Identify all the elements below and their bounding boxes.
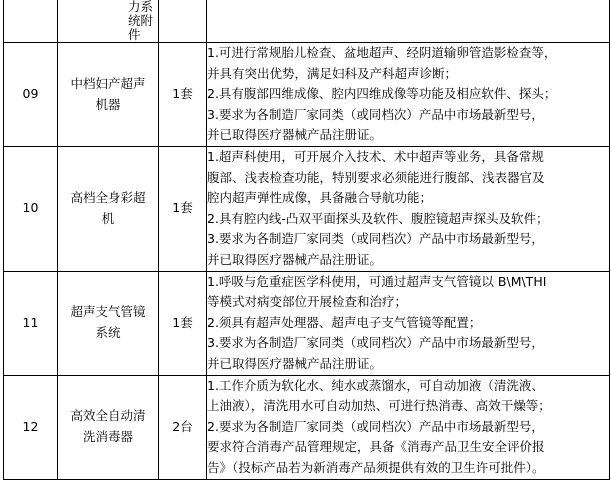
requirement-line: 1.工作介质为软化水、纯水或蒸馏水，可自动加液（清洗液、 bbox=[207, 377, 544, 393]
item-name-line: 高档全身彩超 bbox=[70, 190, 146, 206]
requirement-line: 要求符合消毒产品管理规定，具备《消毒产品卫生安全评价报 bbox=[207, 439, 545, 455]
requirement-line: 告》（投标产品若为新消毒产品须提供有效的卫生许可批件）。 bbox=[207, 459, 545, 475]
item-name-line: 力系统附件 bbox=[128, 0, 154, 42]
requirement-line: 并已取得医疗器械产品注册证。 bbox=[207, 355, 383, 371]
table-row bbox=[4, 375, 610, 479]
requirement-line: 1.呼吸与危重症医学科使用，可通过超声支气管镜以 B\M\THI bbox=[207, 273, 547, 289]
requirement-line: 2.具有腹部四维成像、腔内四维成像等功能及相应软件、探头； bbox=[207, 86, 557, 102]
equipment-spec-table bbox=[3, 0, 610, 480]
table-row bbox=[4, 271, 610, 375]
item-name-line: 超声支气管镜 bbox=[70, 304, 146, 320]
no-cell: 10 bbox=[4, 147, 58, 272]
requirement-line: 等模式对病变部位开展检查和治疗； bbox=[207, 294, 408, 310]
requirements-cell bbox=[207, 375, 610, 479]
name-cell bbox=[58, 43, 159, 147]
requirements-cell bbox=[207, 43, 610, 147]
qty-cell: 1套 bbox=[159, 271, 207, 375]
item-name-line: 机器 bbox=[95, 96, 121, 112]
requirements-cell bbox=[207, 0, 610, 43]
name-cell bbox=[58, 147, 159, 272]
requirement-line: 3.要求为各制造厂家同类（或同档次）产品中市场最新型号， bbox=[207, 335, 544, 351]
table-row-continued bbox=[4, 0, 610, 43]
item-name-line: 机 bbox=[101, 210, 115, 226]
table-row bbox=[4, 43, 610, 147]
qty-cell bbox=[159, 0, 207, 43]
requirement-line: 3.要求为各制造厂家同类（或同档次）产品中市场最新型号， bbox=[207, 231, 544, 247]
no-cell: 12 bbox=[4, 375, 58, 479]
table-row bbox=[4, 147, 610, 272]
requirement-line: 并已取得医疗器械产品注册证。 bbox=[207, 127, 383, 143]
name-cell bbox=[58, 271, 159, 375]
qty-cell: 1套 bbox=[159, 43, 207, 147]
requirement-line: 并具有突出优势，满足妇科及产科超声诊断； bbox=[207, 65, 458, 81]
no-cell: 11 bbox=[4, 271, 58, 375]
item-name-line: 高效全自动清 bbox=[70, 408, 146, 424]
requirement-line: 2.须具有超声处理器、超声电子支气管镜等配置； bbox=[207, 314, 482, 330]
requirement-line: 腹部、浅表检查功能，特别要求必须能进行腹部、浅表器官及 bbox=[207, 169, 545, 185]
requirement-line: 腔内超声弹性成像，具备融合导航功能； bbox=[207, 190, 433, 206]
requirements-cell bbox=[207, 147, 610, 272]
requirement-line: 1.可进行常规胎儿检查、盆地超声、经阴道输卵管造影检查等， bbox=[207, 45, 557, 61]
name-cell bbox=[58, 375, 159, 479]
name-cell bbox=[58, 0, 159, 43]
requirements-cell bbox=[207, 271, 610, 375]
requirement-line: 上油液），清洗用水可自动加热、可进行热消毒、高效干燥等； bbox=[207, 398, 551, 414]
requirement-line: 2.要求为各制造厂家同类（或同档次）产品中市场最新型号， bbox=[207, 418, 544, 434]
requirement-line: 3.要求为各制造厂家同类（或同档次）产品中市场最新型号， bbox=[207, 106, 544, 122]
requirement-line: 并已取得医疗器械产品注册证。 bbox=[207, 251, 383, 267]
requirement-line: 2.具有腔内线-凸双平面探头及软件、腹腔镜超声探头及软件； bbox=[207, 210, 549, 226]
requirement-line: 1.超声科使用，可开展介入技术、术中超声等业务，具备常规 bbox=[207, 149, 544, 164]
no-cell: 09 bbox=[4, 43, 58, 147]
item-name-line: 中档妇产超声 bbox=[70, 75, 146, 91]
item-name-line: 洗消毒器 bbox=[82, 429, 133, 445]
item-name-line: 系统 bbox=[95, 325, 121, 341]
qty-cell: 1套 bbox=[159, 147, 207, 272]
no-cell bbox=[4, 0, 58, 43]
qty-cell: 2台 bbox=[159, 375, 207, 479]
